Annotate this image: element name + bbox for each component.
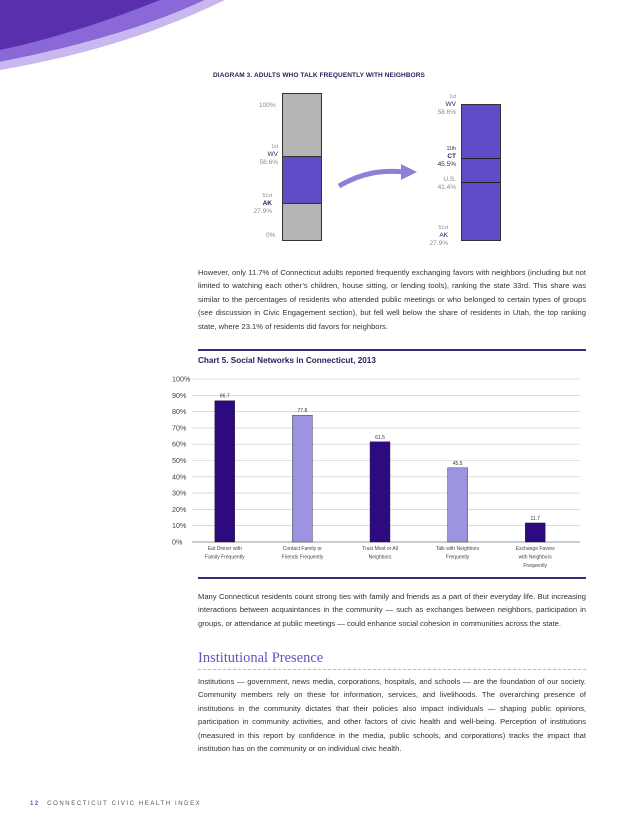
bar-value-label: 86.7	[219, 393, 230, 400]
bar	[448, 468, 468, 542]
left-bar	[282, 93, 322, 241]
bar	[292, 415, 312, 542]
publication-name: CONNECTICUT CIVIC HEALTH INDEX	[47, 801, 202, 807]
right-us-state: U.S.	[443, 176, 456, 183]
y-tick-label: 90%	[172, 390, 187, 400]
left-ak-value: 27.9%	[253, 208, 272, 215]
left-ak-state: AK	[262, 200, 272, 207]
right-ct-state: CT	[447, 153, 456, 160]
y-tick-label: 0%	[172, 537, 183, 547]
paragraph-social-ties: Many Connecticut residents count strong ties with family and friends as a part of their everyday life. But increasing interactions between acquaintances in the community — such as exchanges between neighbors, participation in groups, or attendance at public meetings — could enhance social cohesion in communities across the state.	[198, 592, 586, 628]
right-bar	[461, 104, 501, 241]
bar	[370, 442, 390, 542]
arrow-icon	[335, 160, 420, 192]
right-us-value: 41.4%	[437, 184, 456, 191]
right-wv-label	[428, 93, 456, 117]
right-wv-rank: 1st	[449, 94, 456, 100]
left-bar-wv-segment	[283, 156, 321, 204]
left-wv-label	[250, 143, 278, 167]
left-wv-value: 58.6%	[259, 159, 278, 166]
right-us-label	[428, 176, 456, 192]
left-ak-label	[250, 192, 272, 216]
category-label: Family Frequently	[204, 554, 245, 561]
chart-top-rule	[198, 349, 586, 351]
social-networks-chart	[172, 370, 586, 575]
category-label: with Neighbors	[518, 554, 552, 561]
paragraph-institutions: Institutions — government, news media, corporations, hospitals, and schools — are the foundation of our society. Community members rely on these for information, services, and livelihoods. The overarching presence of institutions in the community dictates that their policies also impact individuals — shaping public opinions, participation in community activities, and other factors of civic health and well-being. Perception of institutions (measured in this report by confidence in the media, public schools, and corporations) tracks the impact that institution has on the community or on individual civic health.	[198, 677, 586, 754]
right-bar-ct-line	[462, 158, 500, 159]
section-title: Institutional Presence	[198, 650, 324, 666]
category-label: Trust Most or All	[362, 546, 398, 552]
category-label: Contact Family or	[282, 546, 322, 552]
diagram-title: DIAGRAM 3. ADULTS WHO TALK FREQUENTLY WITH NEIGHBORS	[213, 72, 425, 79]
y-tick-label: 10%	[172, 521, 187, 531]
right-wv-value: 58.6%	[437, 109, 456, 116]
y-tick-label: 80%	[172, 407, 187, 417]
left-top-label: 100%	[259, 102, 276, 109]
header-swoosh	[0, 0, 638, 80]
category-label: Talk with Neighbors	[435, 546, 480, 552]
y-tick-label: 40%	[172, 472, 187, 482]
paragraph-favors: However, only 11.7% of Connecticut adults reported frequently exchanging favors with neighbors (including but not limited to watching each other’s children, house sitting, or lending tools), ranking the state 33rd. This share was similar to the percentages of residents who attended public meetings or who belonged to certain types of groups (see discussion in Civic Engagement section), but fell well below the share of residents in Utah, the top ranking state, where 23.1% of residents did favors for neighbors.	[198, 268, 586, 331]
right-ct-rank: 11th	[446, 146, 456, 152]
page-number: 12	[30, 801, 40, 807]
y-tick-label: 30%	[172, 488, 187, 498]
right-ct-value: 45.5%	[437, 161, 456, 168]
right-bar-us-line	[462, 182, 500, 183]
category-label: Neighbors	[368, 554, 392, 561]
y-tick-label: 70%	[172, 423, 187, 433]
bar	[525, 523, 545, 542]
category-label: Frequently	[445, 554, 470, 561]
category-label: Frequently	[523, 563, 548, 569]
right-ak-label	[424, 224, 448, 248]
right-ct-label	[428, 145, 456, 169]
bar-value-label: 11.7	[530, 515, 540, 522]
right-ak-state: AK	[439, 232, 448, 239]
right-wv-state: WV	[445, 101, 456, 108]
category-label: Friends Frequently	[281, 554, 324, 561]
chart-bottom-rule	[198, 577, 586, 579]
left-wv-rank: 1st	[271, 144, 278, 150]
category-label: Exchange Favors	[515, 546, 555, 552]
chart-title: Chart 5. Social Networks in Connecticut, 2013	[198, 356, 376, 365]
right-ak-rank: 51st	[438, 225, 448, 231]
category-label: Eat Dinner with	[207, 546, 242, 552]
bar	[215, 401, 235, 542]
bar-value-label: 61.5	[375, 434, 385, 441]
right-ak-value: 27.9%	[429, 240, 448, 247]
y-tick-label: 60%	[172, 439, 187, 449]
left-bottom-label: 0%	[266, 232, 276, 239]
y-tick-label: 100%	[172, 374, 191, 384]
page-footer	[30, 801, 201, 807]
bar-value-label: 77.8	[297, 408, 308, 415]
y-tick-label: 20%	[172, 504, 187, 514]
y-tick-label: 50%	[172, 456, 187, 465]
left-ak-rank: 51st	[262, 193, 272, 199]
section-divider	[198, 669, 586, 670]
bar-value-label: 45.5	[452, 460, 463, 467]
left-wv-state: WV	[267, 151, 278, 158]
